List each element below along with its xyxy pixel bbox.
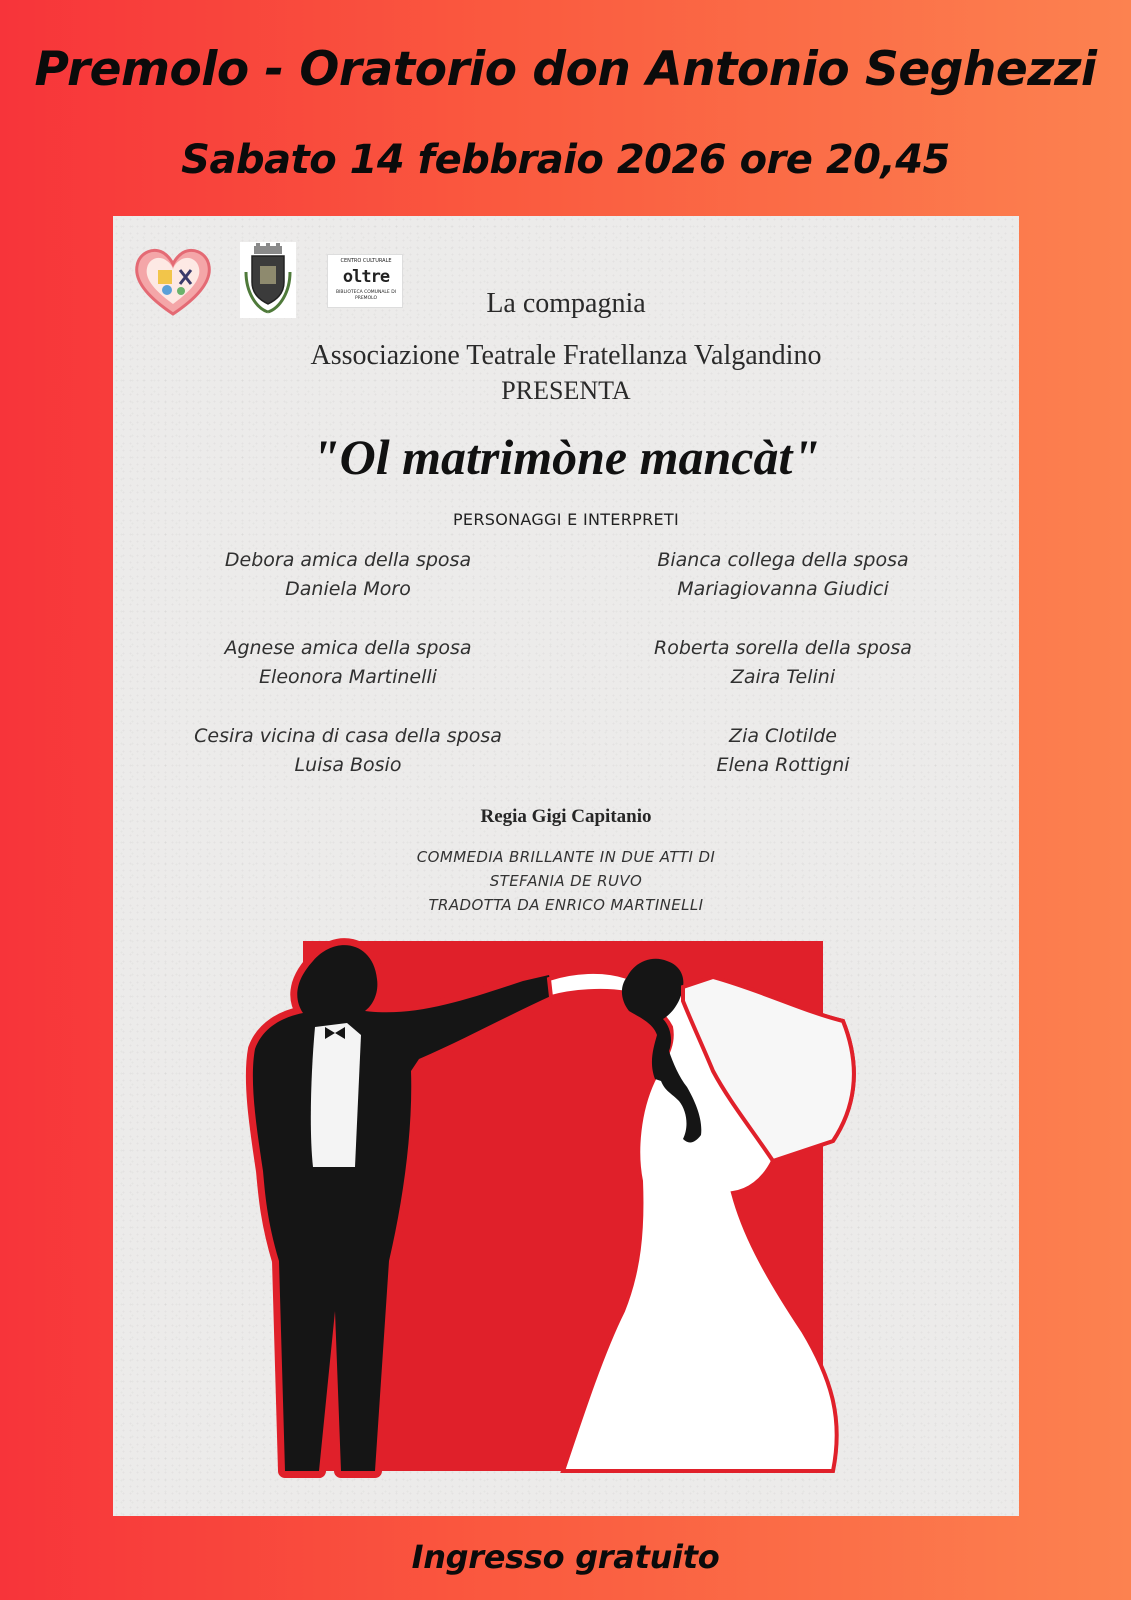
- cast-column-left: [123, 546, 573, 810]
- author-credit-line: COMMEDIA BRILLANTE IN DUE ATTI DI: [416, 848, 716, 866]
- cast-entry: [558, 722, 1008, 780]
- oltre-logo-wordmark: oltre: [342, 267, 390, 287]
- author-credit-line: STEFANIA DE RUVO: [489, 872, 643, 890]
- event-date-time: Sabato 14 febbraio 2026 ore 20,45: [181, 137, 950, 183]
- director-credit: Regia Gigi Capitanio: [480, 806, 652, 827]
- cast-column-right: [558, 546, 1008, 810]
- presents-label: PRESENTA: [501, 376, 631, 405]
- cast-role: Zia Clotilde: [729, 725, 837, 747]
- cast-entry: [558, 546, 1008, 604]
- translator-credit-line: TRADOTTA DA ENRICO MARTINELLI: [428, 896, 704, 914]
- cast-role: Agnese amica della sposa: [224, 637, 472, 659]
- cast-actor: Luisa Bosio: [294, 754, 402, 776]
- play-poster: [113, 216, 1019, 1516]
- cast-entry: [123, 634, 573, 692]
- cast-actor: Mariagiovanna Giudici: [677, 578, 889, 600]
- cast-actor: Daniela Moro: [285, 578, 411, 600]
- play-title: "Ol matrimòne mancàt": [311, 429, 821, 485]
- cast-entry: [558, 634, 1008, 692]
- cast-entry: [123, 546, 573, 604]
- cast-role: Cesira vicina di casa della sposa: [194, 725, 502, 747]
- groom-shirt: [311, 1023, 361, 1167]
- company-name: Associazione Teatrale Fratellanza Valgandino: [310, 340, 822, 371]
- cast-entry: [123, 722, 573, 780]
- event-location-title: Premolo - Oratorio don Antonio Seghezzi: [34, 42, 1097, 97]
- oltre-logo-caption-bottom: BIBLIOTECA COMUNALE DI PREMOLO: [336, 290, 396, 301]
- oltre-logo-caption-top: CENTRO CULTURALE: [340, 258, 392, 264]
- cast-role: Bianca collega della sposa: [657, 549, 909, 571]
- cast-actor: Elena Rottigni: [716, 754, 850, 776]
- cast-actor: Eleonora Martinelli: [259, 666, 437, 688]
- dancing-couple-illustration: [243, 931, 923, 1491]
- free-entry-notice: Ingresso gratuito: [411, 1538, 720, 1576]
- cast-actor: Zaira Telini: [730, 666, 836, 688]
- cast-role: Debora amica della sposa: [224, 549, 472, 571]
- company-label: La compagnia: [486, 288, 646, 319]
- cast-role: Roberta sorella della sposa: [654, 637, 912, 659]
- cast-heading: PERSONAGGI E INTERPRETI: [452, 510, 679, 529]
